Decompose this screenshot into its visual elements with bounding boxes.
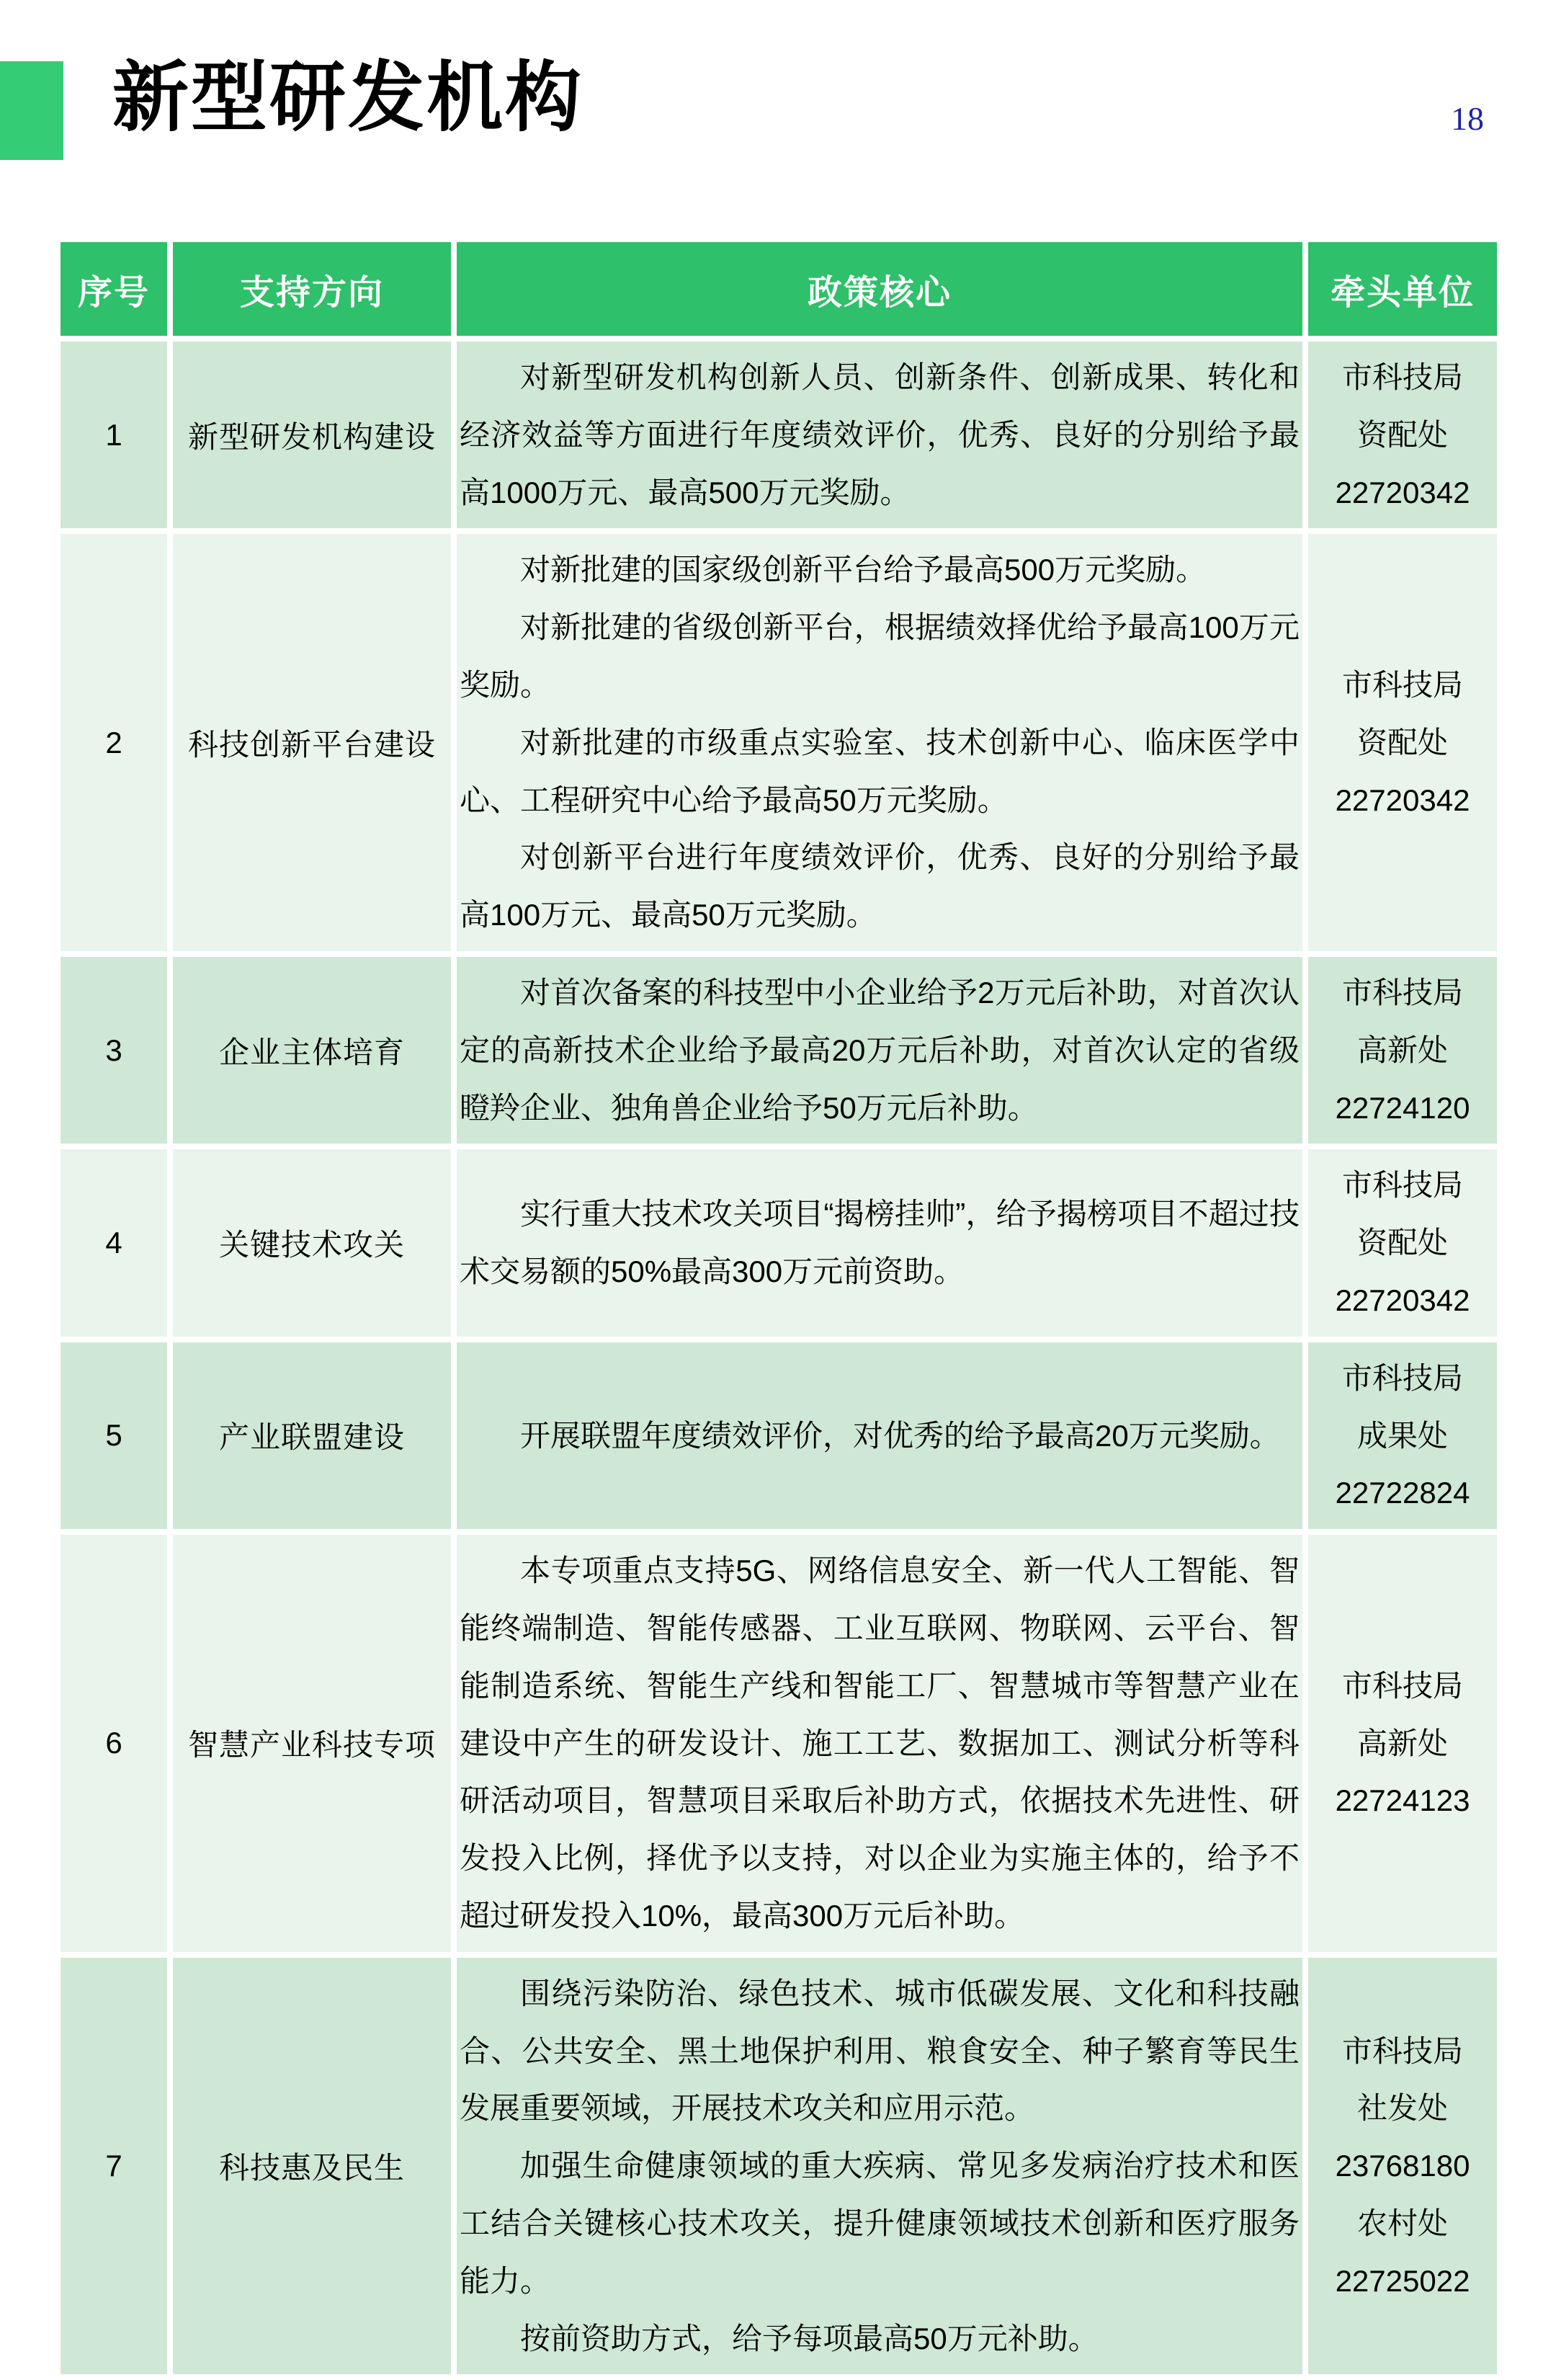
policy-paragraph: 实行重大技术攻关项目“揭榜挂帅”，给予揭榜项目不超过技术交易额的50%最高300万元前资助。 <box>460 1197 1300 1289</box>
policy-table-container <box>55 236 1503 2380</box>
lead-unit-line: 22724120 <box>1335 1090 1470 1125</box>
cell-support-direction: 智慧产业科技专项 <box>173 1535 451 1952</box>
cell-lead-unit <box>1308 534 1497 951</box>
cell-policy-core <box>457 1535 1302 1952</box>
policy-paragraph: 对创新平台进行年度绩效评价，优秀、良好的分别给予最高100万元、最高50万元奖励。 <box>460 840 1300 932</box>
cell-support-direction: 企业主体培育 <box>173 957 451 1144</box>
policy-paragraph: 加强生命健康领域的重大疾病、常见多发病治疗技术和医工结合关键核心技术攻关，提升健康领域技术创新和医疗服务能力。 <box>460 2149 1300 2298</box>
column-header: 序号 <box>61 242 167 336</box>
policy-paragraph: 围绕污染防治、绿色技术、城市低碳发展、文化和科技融合、公共安全、黑土地保护利用、粮食安全、种子繁育等民生发展重要领域，开展技术攻关和应用示范。 <box>460 1976 1300 2126</box>
cell-policy-core <box>457 1342 1302 1529</box>
cell-serial-number: 2 <box>61 534 167 951</box>
cell-serial-number: 4 <box>61 1149 167 1336</box>
lead-unit-line: 资配处 <box>1356 417 1448 452</box>
lead-unit-line: 农村处 <box>1356 2206 1448 2240</box>
cell-lead-unit <box>1308 1535 1497 1952</box>
table-row <box>61 1149 1497 1336</box>
cell-serial-number: 6 <box>61 1535 167 1952</box>
title-accent-block <box>0 61 63 160</box>
lead-unit-line: 资配处 <box>1356 1226 1448 1260</box>
table-row <box>61 957 1497 1144</box>
cell-support-direction: 新型研发机构建设 <box>173 342 451 528</box>
lead-unit-line: 22725022 <box>1335 2263 1470 2298</box>
cell-lead-unit <box>1308 957 1497 1144</box>
lead-unit-line: 高新处 <box>1356 1033 1448 1067</box>
table-row <box>61 534 1497 951</box>
cell-policy-core <box>457 342 1302 528</box>
lead-unit-line: 22720342 <box>1335 1283 1470 1317</box>
cell-policy-core <box>457 1149 1302 1336</box>
policy-paragraph: 开展联盟年度绩效评价，对优秀的给予最高20万元奖励。 <box>520 1418 1280 1453</box>
lead-unit-line: 22720342 <box>1335 783 1470 817</box>
lead-unit-line: 22722824 <box>1335 1476 1470 1510</box>
lead-unit-line: 市科技局 <box>1341 975 1463 1010</box>
table-row <box>61 342 1497 528</box>
lead-unit-line: 市科技局 <box>1341 1668 1463 1703</box>
cell-policy-core <box>457 534 1302 951</box>
cell-lead-unit <box>1308 1958 1497 2375</box>
policy-table <box>55 236 1503 2380</box>
policy-paragraph: 对新批建的市级重点实验室、技术创新中心、临床医学中心、工程研究中心给予最高50万元奖励。 <box>460 725 1300 817</box>
cell-serial-number: 1 <box>61 342 167 528</box>
lead-unit-line: 成果处 <box>1356 1418 1448 1453</box>
column-header: 支持方向 <box>173 242 451 336</box>
column-header: 牵头单位 <box>1308 242 1497 336</box>
policy-paragraph: 对新批建的省级创新平台，根据绩效择优给予最高100万元奖励。 <box>460 610 1300 702</box>
lead-unit-line: 市科技局 <box>1341 2033 1463 2068</box>
policy-paragraph: 对新批建的国家级创新平台给予最高500万元奖励。 <box>520 553 1207 587</box>
lead-unit-line: 高新处 <box>1356 1726 1448 1760</box>
policy-paragraph: 按前资助方式，给予每项最高50万元补助。 <box>520 2321 1099 2356</box>
lead-unit-line: 社发处 <box>1356 2091 1448 2126</box>
table-header-row <box>61 242 1497 336</box>
cell-support-direction: 科技惠及民生 <box>173 1958 451 2375</box>
lead-unit-line: 市科技局 <box>1341 1168 1463 1203</box>
table-body <box>61 342 1497 2374</box>
policy-paragraph: 本专项重点支持5G、网络信息安全、新一代人工智能、智能终端制造、智能传感器、工业互联网、物联网、云平台、智能制造系统、智能生产线和智能工厂、智慧城市等智慧产业在建设中产生的研发设计、施工工艺、数据加工、测试分析等科研活动项目，智慧项目采取后补助方式，依据技术先进性、研发投入比例，择优予以支持，对以企业为实施主体的，给予不超过研发投入10%，最高300万元后补助。 <box>460 1554 1300 1933</box>
lead-unit-line: 市科技局 <box>1341 360 1463 394</box>
cell-support-direction: 关键技术攻关 <box>173 1149 451 1336</box>
policy-paragraph: 对新型研发机构创新人员、创新条件、创新成果、转化和经济效益等方面进行年度绩效评价，优秀、良好的分别给予最高1000万元、最高500万元奖励。 <box>460 360 1300 509</box>
column-header: 政策核心 <box>457 242 1302 336</box>
table-row <box>61 1342 1497 1529</box>
table-row <box>61 1535 1497 1952</box>
cell-policy-core <box>457 1958 1302 2375</box>
lead-unit-line: 22720342 <box>1335 475 1470 509</box>
lead-unit-line: 22724123 <box>1335 1783 1470 1818</box>
table-row <box>61 1958 1497 2375</box>
lead-unit-line: 资配处 <box>1356 725 1448 759</box>
cell-lead-unit <box>1308 342 1497 528</box>
cell-policy-core <box>457 957 1302 1144</box>
cell-serial-number: 7 <box>61 1958 167 2375</box>
cell-serial-number: 3 <box>61 957 167 1144</box>
lead-unit-line: 市科技局 <box>1341 667 1463 702</box>
page-number: 18 <box>1451 100 1484 137</box>
cell-support-direction: 产业联盟建设 <box>173 1342 451 1529</box>
cell-lead-unit <box>1308 1342 1497 1529</box>
page-title: 新型研发机构 <box>112 55 584 141</box>
cell-serial-number: 5 <box>61 1342 167 1529</box>
lead-unit-line: 市科技局 <box>1341 1360 1463 1395</box>
cell-lead-unit <box>1308 1149 1497 1336</box>
lead-unit-line: 23768180 <box>1335 2149 1470 2183</box>
policy-paragraph: 对首次备案的科技型中小企业给予2万元后补助，对首次认定的高新技术企业给予最高20万元后补助，对首次认定的省级瞪羚企业、独角兽企业给予50万元后补助。 <box>460 975 1300 1125</box>
cell-support-direction: 科技创新平台建设 <box>173 534 451 951</box>
